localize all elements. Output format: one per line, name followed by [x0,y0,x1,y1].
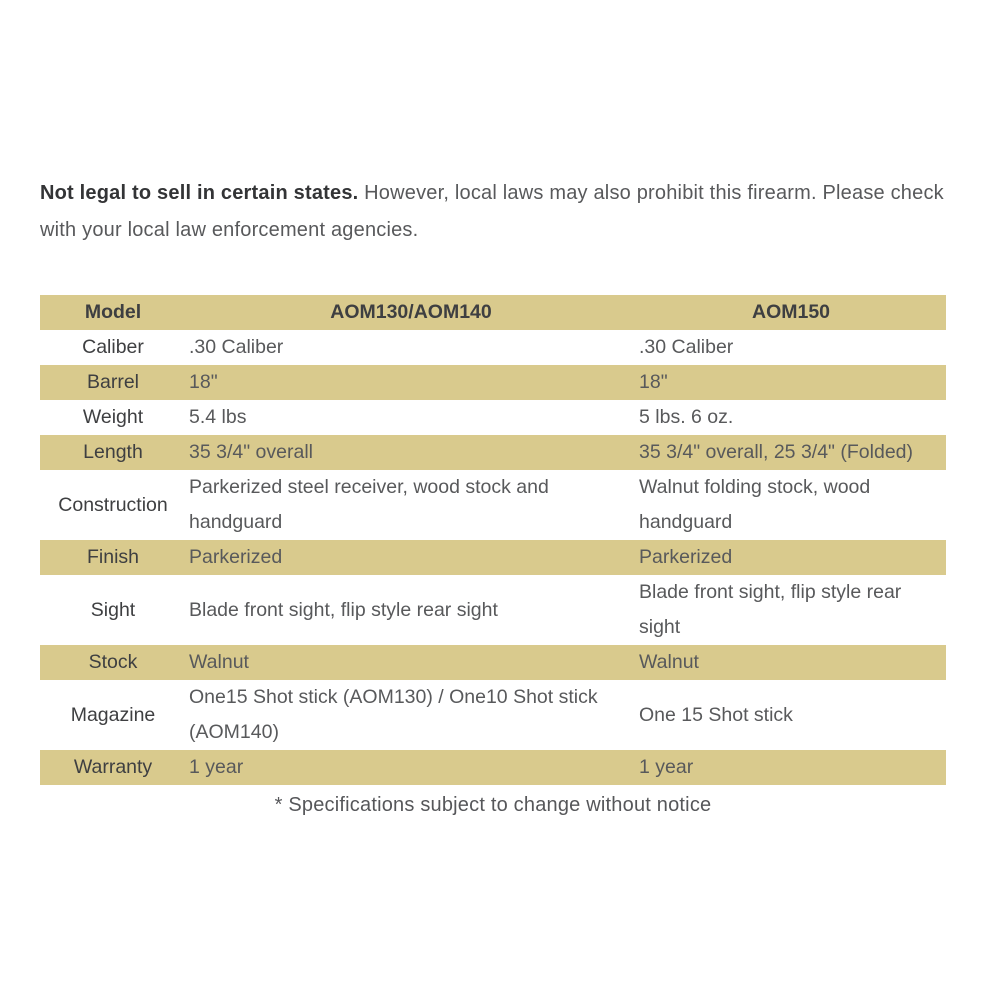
legal-disclaimer [40,175,946,249]
header-model-aom150: AOM150 [636,295,946,330]
row-label: Construction [58,493,168,516]
row-value-col2: 1 year [636,750,946,785]
table-row-barrel [40,365,946,400]
legal-disclaimer-rest: However, local laws may also prohibit this firearm. Please check with your local law enforcement agencies. [40,182,944,241]
legal-disclaimer-bold: Not legal to sell in certain states. [40,182,359,204]
row-value-col2: 18" [636,365,946,400]
table-row-sight [40,575,946,645]
row-value-col1: 5.4 lbs [189,406,247,428]
row-value-col2: Walnut [636,645,946,680]
row-value-col1: Parkerized steel receiver, wood stock and handguard [189,476,549,533]
row-value-col2: 35 3/4" overall, 25 3/4" (Folded) [636,435,946,470]
row-label: Finish [40,540,186,575]
row-value-col1: Parkerized [186,540,636,575]
row-label: Warranty [40,750,186,785]
row-value-col1: One15 Shot stick (AOM130) / One10 Shot stick (AOM140) [189,686,598,743]
table-row-stock [40,645,946,680]
row-label: Barrel [40,365,186,400]
table-row-construction [40,470,946,540]
row-value-col1: 35 3/4" overall [186,435,636,470]
table-header-row [40,295,946,330]
row-value-col1: Walnut [186,645,636,680]
row-label: Caliber [82,336,144,358]
table-row-weight [40,400,946,435]
row-value-col2: One 15 Shot stick [639,703,793,726]
row-label: Stock [40,645,186,680]
header-model-label: Model [40,295,186,330]
table-row-finish [40,540,946,575]
table-row-length [40,435,946,470]
table-row-magazine [40,680,946,750]
row-label: Magazine [70,703,156,726]
table-row-warranty [40,750,946,785]
row-value-col2: Walnut folding stock, wood handguard [639,476,871,533]
row-value-col2: Parkerized [636,540,946,575]
specifications-footnote: * Specifications subject to change without notice [274,794,712,816]
row-value-col1: 1 year [186,750,636,785]
table-row-caliber [40,330,946,365]
row-label: Weight [82,406,144,428]
content-area [40,155,946,817]
row-value-col1: 18" [186,365,636,400]
row-label: Sight [90,598,136,621]
row-value-col2: .30 Caliber [639,336,734,358]
row-value-col2: Blade front sight, flip style rear sight [639,581,902,638]
specifications-table [40,295,946,785]
row-value-col2: 5 lbs. 6 oz. [639,406,734,428]
row-value-col1: .30 Caliber [189,336,284,358]
row-label: Length [40,435,186,470]
row-value-col1: Blade front sight, flip style rear sight [189,598,498,621]
header-model-aom130-aom140: AOM130/AOM140 [186,295,636,330]
